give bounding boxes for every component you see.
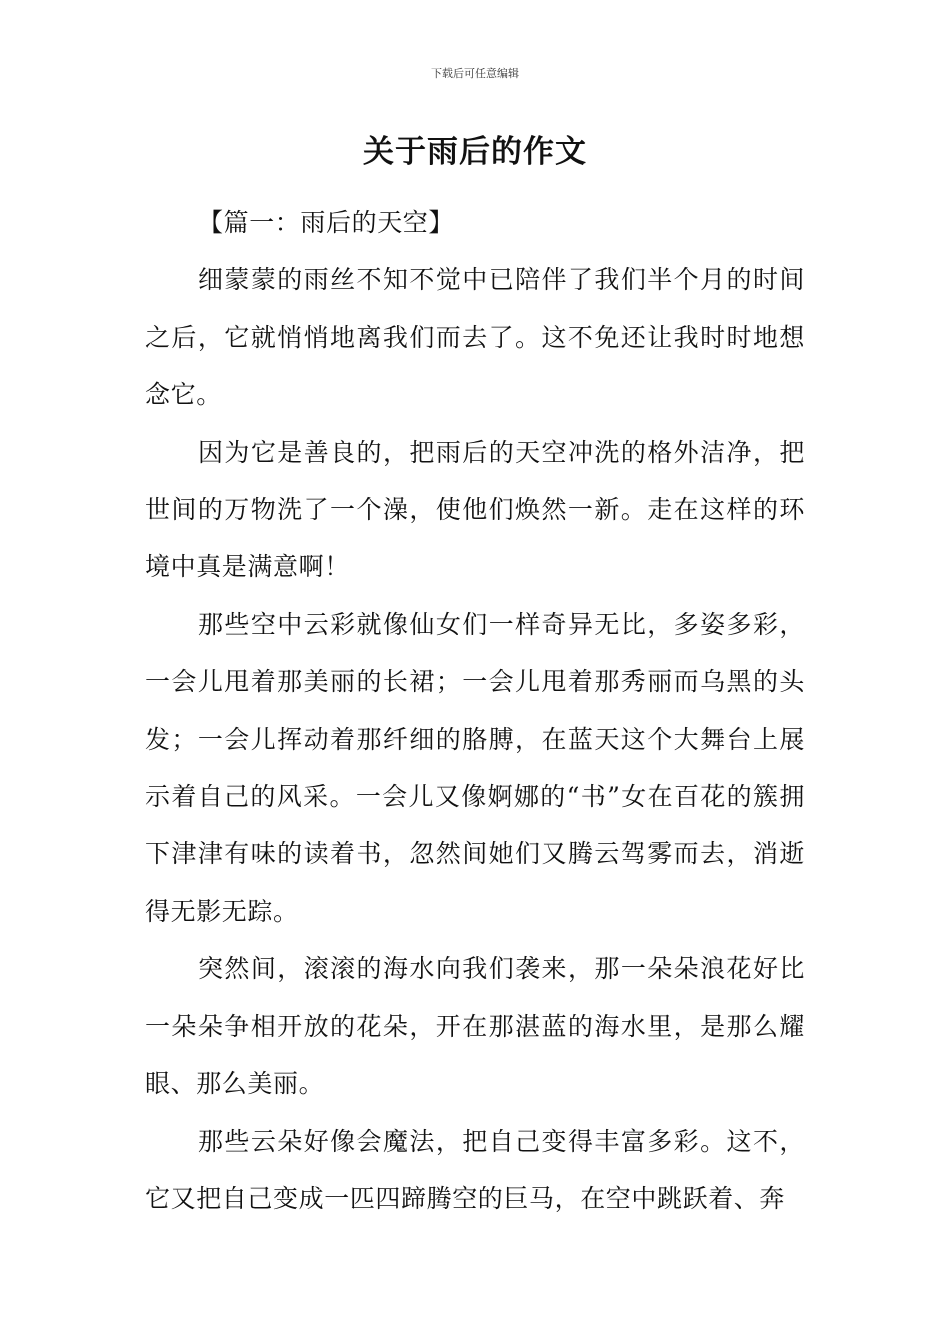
document-body [145, 194, 805, 1227]
paragraph-4: 突然间，滚滚的海水向我们袭来，那一朵朵浪花好比一朵朵争相开放的花朵，开在那湛蓝的海水里，是那么耀眼、那么美丽。 [145, 954, 805, 1099]
paragraph-2: 因为它是善良的，把雨后的天空冲洗的格外洁净，把世间的万物洗了一个澡，使他们焕然一新。走在这样的环境中真是满意啊！ [145, 437, 805, 582]
header-note: 下载后可任意编辑 [431, 67, 519, 80]
paragraph-5: 那些云朵好像会魔法，把自己变得丰富多彩。这不，它又把自己变成一匹四蹄腾空的巨马，在空中跳跃着、奔 [145, 1126, 805, 1213]
paragraph-3: 那些空中云彩就像仙女们一样奇异无比，多姿多彩，一会儿甩着那美丽的长裙；一会儿甩着那秀丽而乌黑的头发；一会儿挥动着那纤细的胳膊，在蓝天这个大舞台上展示着自己的风采。一会儿又像婀娜的“书”女在百花的簇拥下津津有味的读着书，忽然间她们又腾云驾雾而去，消逝得无影无踪。 [145, 609, 805, 926]
section-heading: 【篇一：雨后的天空】 [198, 208, 455, 237]
paragraph-1: 细蒙蒙的雨丝不知不觉中已陪伴了我们半个月的时间之后，它就悄悄地离我们而去了。这不免还让我时时地想念它。 [145, 265, 805, 410]
document-title: 关于雨后的作文 [363, 134, 587, 170]
